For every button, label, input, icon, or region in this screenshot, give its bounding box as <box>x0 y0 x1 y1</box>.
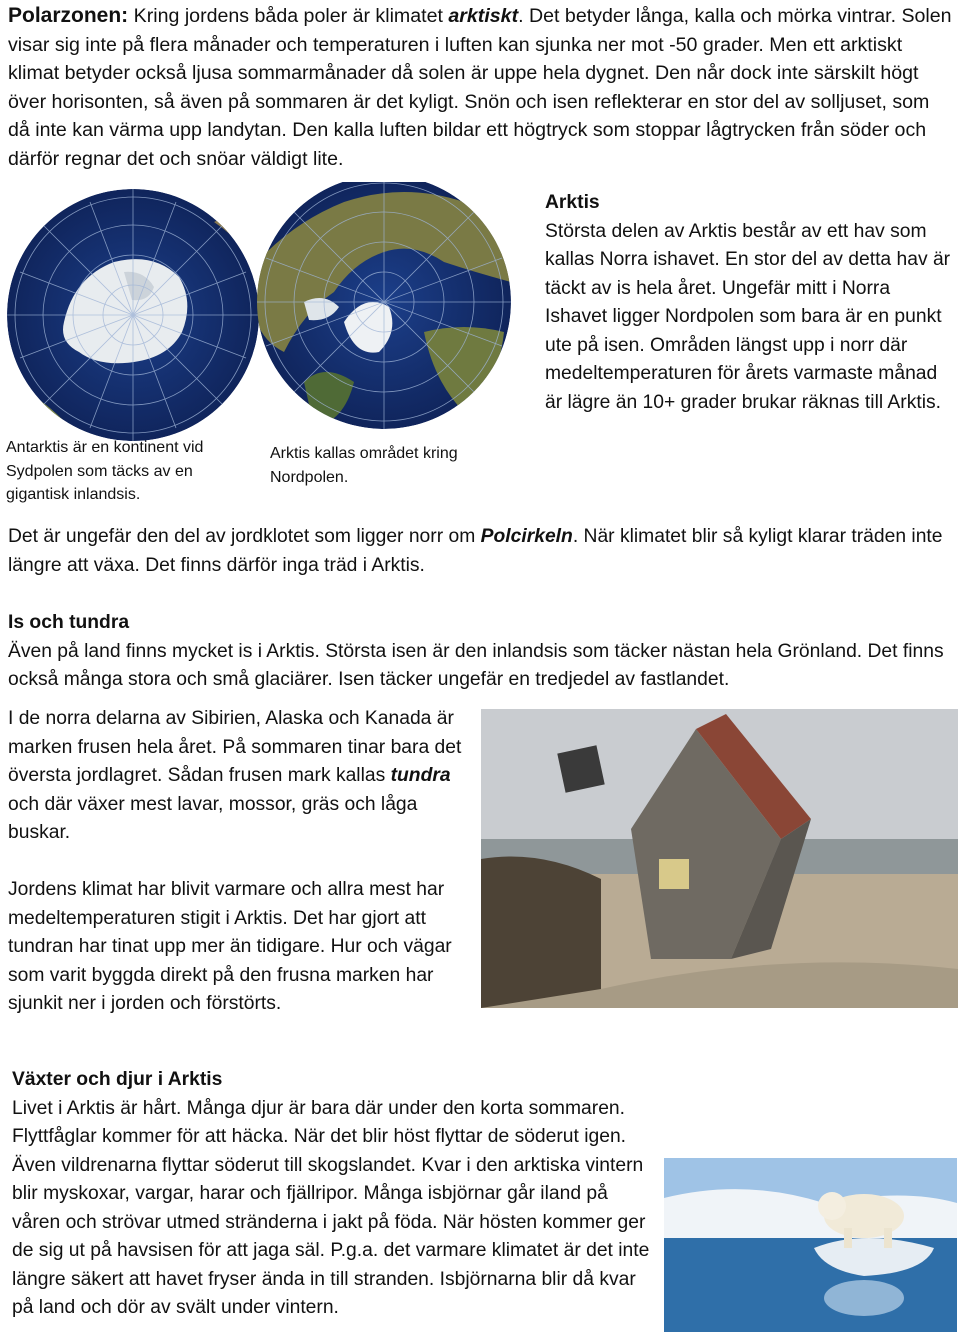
arktis-heading: Arktis <box>545 192 600 213</box>
djur-text: Livet i Arktis är hårt. Många djur är bara där under den korta sommaren. Flyttfåglar kommer för att häcka. När det blir höst flyttar de söderut igen. Även vildrenarna flyttar söderut till skogslandet. Kvar i den arktiska vintern blir myskoxar, vargar, harar och fjällripor. Många isbjörnar går iland på våren och strövar utmed stränderna i jakt på föda. När hösten kommer ger de sig ut på havsisen för att jaga säl. P.g.a. det varmare klimatet är det inte längre säkert att havet fryser ända in till stranden. Isbjörnarna blir då kvar på land och dör av svält under vintern. <box>12 1097 650 1318</box>
polar-bear-photo <box>664 1158 957 1332</box>
antarctica-caption: Antarktis är en kontinent vid Sydpolen som täcks av en gigantisk inlandsis. <box>6 439 204 503</box>
djur-heading: Växter och djur i Arktis <box>12 1069 223 1090</box>
tundra-text-1: I de norra delarna av Sibirien, Alaska och Kanada är marken frusen hela året. På sommaren tinar bara det översta jordlagret. Sådan frusen mark kallas <box>8 708 462 786</box>
intro-text-1: Kring jordens båda poler är klimatet <box>128 5 449 27</box>
is-section <box>8 609 960 695</box>
polcirkel-emphasis: Polcirkeln <box>480 526 573 547</box>
is-heading: Is och tundra <box>8 612 130 633</box>
polcirkel-paragraph <box>8 523 958 580</box>
climate-paragraph: Jordens klimat har blivit varmare och allra mest har medeltemperaturen stigit i Arktis. Det har gjort att tundran har tinat upp mer än tidigare. Hur och vägar som varit byggda direkt på den frusna marken har sjunkit ner i jorden och förstörts. <box>8 879 452 1014</box>
intro-text-2: . Det betyder långa, kalla och mörka vintrar. Solen visar sig inte på flera månader och temperaturen i luften kan sjunka ner mot -50 grader. Men ett arktiskt klimat betyder också ljusa sommarmånader då solen är uppe hela dygnet. Den når dock inte särskilt högt över horisonten, så även på sommaren är det kyligt. Snön och isen reflekterar en stor del av solljuset, som då inte kan värma upp landytan. Den kalla luften bildar ett högtryck som stoppar lågtrycken från söder och därför regnar det och snöar väldigt lite. <box>8 5 952 170</box>
tundra-emphasis: tundra <box>390 765 451 786</box>
arctic-caption: Arktis kallas området kring Nordpolen. <box>270 445 458 486</box>
polar-heading: Polarzonen: <box>8 4 129 27</box>
is-text: Även på land finns mycket is i Arktis. Största isen är den inlandsis som täcker nästan hela Grönland. Det finns också många stora och små glaciärer. Isen täcker ungefär en tredjedel av fastlandet. <box>8 640 944 690</box>
arktis-text: Största delen av Arktis består av ett hav som kallas Norra ishavet. En stor del av detta hav är täckt av is hela året. Ungefär mitt i Norra Ishavet ligger Nordpolen som bara är en punkt ute på isen. Områden längst upp i norr där medeltemperaturen för årets varmaste månad är lägre än 10+ grader brukar räknas till Arktis. <box>545 220 951 413</box>
tundra-paragraph <box>8 705 468 848</box>
arctic-globe <box>257 182 511 429</box>
arktis-section <box>545 189 955 417</box>
globes-image <box>4 182 512 512</box>
collapsed-house-photo <box>481 709 958 1008</box>
intro-paragraph <box>8 2 953 173</box>
polcirkel-text-1: Det är ungefär den del av jordklotet som ligger norr om <box>8 526 481 547</box>
intro-emphasis: arktiskt <box>448 5 519 27</box>
tundra-text-2: och där växer mest lavar, mossor, gräs och låga buskar. <box>8 793 418 843</box>
polcirkel-text-2: . När klimatet blir så kyligt klarar träden inte längre att växa. Det finns därför inga träd i Arktis. <box>8 526 943 576</box>
